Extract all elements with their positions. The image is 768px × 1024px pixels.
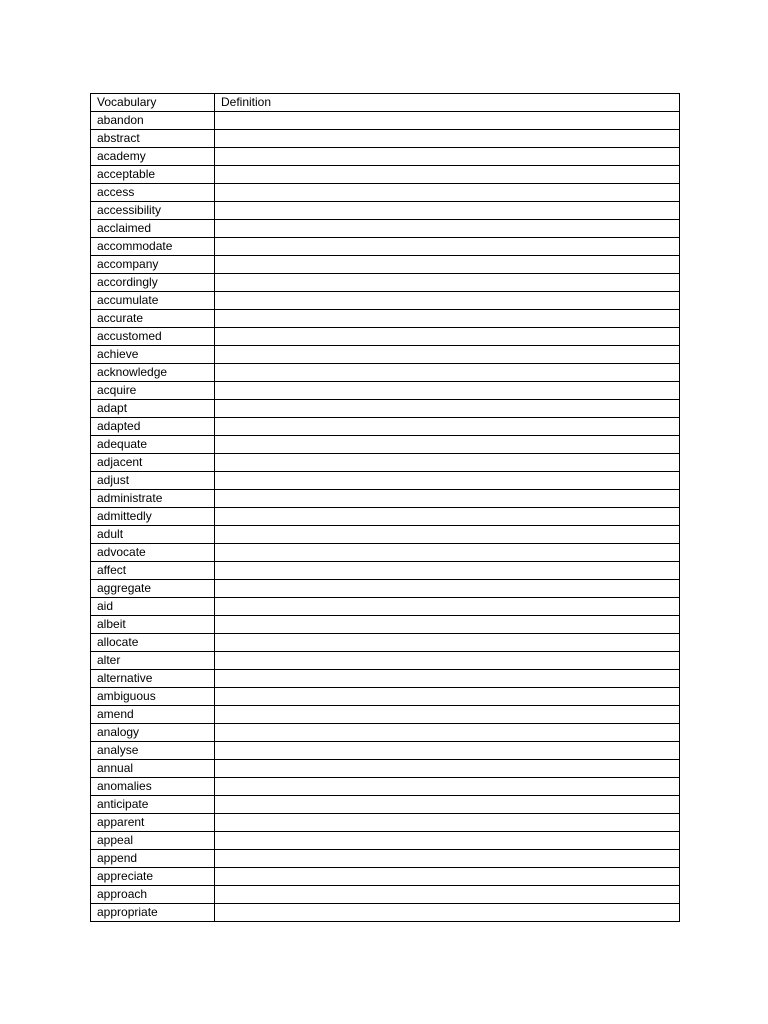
vocabulary-table: [90, 93, 680, 922]
table-row: [91, 328, 680, 346]
definition-cell: [215, 274, 680, 292]
definition-cell: [215, 238, 680, 256]
vocabulary-word-cell: albeit: [91, 616, 215, 634]
table-row: [91, 670, 680, 688]
vocabulary-word-cell: adjacent: [91, 454, 215, 472]
vocabulary-word-cell: admittedly: [91, 508, 215, 526]
table-row: [91, 454, 680, 472]
definition-cell: [215, 562, 680, 580]
table-row: [91, 544, 680, 562]
vocabulary-word-cell: analyse: [91, 742, 215, 760]
vocabulary-word-cell: annual: [91, 760, 215, 778]
table-row: [91, 148, 680, 166]
vocabulary-word-cell: aid: [91, 598, 215, 616]
vocabulary-word-cell: affect: [91, 562, 215, 580]
table-row: [91, 706, 680, 724]
definition-cell: [215, 580, 680, 598]
table-row: [91, 508, 680, 526]
table-row: [91, 886, 680, 904]
definition-cell: [215, 868, 680, 886]
definition-cell: [215, 454, 680, 472]
definition-cell: [215, 832, 680, 850]
vocabulary-word-cell: anomalies: [91, 778, 215, 796]
definition-cell: [215, 850, 680, 868]
definition-cell: [215, 310, 680, 328]
definition-cell: [215, 760, 680, 778]
table-row: [91, 634, 680, 652]
table-row: [91, 814, 680, 832]
definition-cell: [215, 490, 680, 508]
definition-cell: [215, 652, 680, 670]
definition-cell: [215, 220, 680, 238]
definition-cell: [215, 634, 680, 652]
definition-cell: [215, 616, 680, 634]
vocabulary-word-cell: adult: [91, 526, 215, 544]
vocabulary-word-cell: append: [91, 850, 215, 868]
table-row: [91, 652, 680, 670]
definition-cell: [215, 904, 680, 922]
vocabulary-word-cell: alter: [91, 652, 215, 670]
vocabulary-word-cell: achieve: [91, 346, 215, 364]
definition-cell: [215, 508, 680, 526]
definition-cell: [215, 364, 680, 382]
definition-cell: [215, 436, 680, 454]
vocabulary-word-cell: aggregate: [91, 580, 215, 598]
table-row: [91, 724, 680, 742]
vocabulary-column-header: Vocabulary: [91, 94, 215, 112]
definition-cell: [215, 148, 680, 166]
vocabulary-word-cell: apparent: [91, 814, 215, 832]
table-row: [91, 778, 680, 796]
definition-cell: [215, 400, 680, 418]
definition-cell: [215, 778, 680, 796]
vocabulary-word-cell: appreciate: [91, 868, 215, 886]
table-row: [91, 688, 680, 706]
vocabulary-word-cell: accurate: [91, 310, 215, 328]
table-row: [91, 616, 680, 634]
vocabulary-word-cell: access: [91, 184, 215, 202]
table-row: [91, 400, 680, 418]
table-row: [91, 436, 680, 454]
vocabulary-table-body: [91, 112, 680, 922]
table-row: [91, 382, 680, 400]
definition-cell: [215, 130, 680, 148]
definition-cell: [215, 346, 680, 364]
definition-cell: [215, 382, 680, 400]
table-row: [91, 490, 680, 508]
table-row: [91, 760, 680, 778]
vocabulary-word-cell: adapted: [91, 418, 215, 436]
table-row: [91, 166, 680, 184]
definition-cell: [215, 418, 680, 436]
vocabulary-word-cell: anticipate: [91, 796, 215, 814]
table-row: [91, 850, 680, 868]
vocabulary-word-cell: administrate: [91, 490, 215, 508]
definition-cell: [215, 724, 680, 742]
table-row: [91, 598, 680, 616]
table-row: [91, 346, 680, 364]
definition-cell: [215, 544, 680, 562]
vocabulary-word-cell: ambiguous: [91, 688, 215, 706]
vocabulary-word-cell: allocate: [91, 634, 215, 652]
definition-cell: [215, 112, 680, 130]
vocabulary-word-cell: accessibility: [91, 202, 215, 220]
vocabulary-word-cell: advocate: [91, 544, 215, 562]
definition-cell: [215, 886, 680, 904]
definition-cell: [215, 256, 680, 274]
vocabulary-word-cell: abstract: [91, 130, 215, 148]
table-row: [91, 364, 680, 382]
table-row: [91, 310, 680, 328]
definition-cell: [215, 166, 680, 184]
vocabulary-word-cell: acquire: [91, 382, 215, 400]
table-row: [91, 184, 680, 202]
table-row: [91, 202, 680, 220]
definition-cell: [215, 202, 680, 220]
table-row: [91, 472, 680, 490]
vocabulary-word-cell: adapt: [91, 400, 215, 418]
table-row: [91, 562, 680, 580]
vocabulary-word-cell: analogy: [91, 724, 215, 742]
vocabulary-word-cell: acceptable: [91, 166, 215, 184]
definition-cell: [215, 292, 680, 310]
definition-cell: [215, 328, 680, 346]
table-row: [91, 220, 680, 238]
definition-cell: [215, 742, 680, 760]
table-row: [91, 112, 680, 130]
vocabulary-word-cell: accordingly: [91, 274, 215, 292]
definition-cell: [215, 184, 680, 202]
table-row: [91, 256, 680, 274]
table-row: [91, 238, 680, 256]
table-row: [91, 832, 680, 850]
vocabulary-word-cell: accumulate: [91, 292, 215, 310]
vocabulary-word-cell: accustomed: [91, 328, 215, 346]
table-header-row: [91, 94, 680, 112]
definition-cell: [215, 814, 680, 832]
table-row: [91, 418, 680, 436]
vocabulary-word-cell: appropriate: [91, 904, 215, 922]
vocabulary-word-cell: acclaimed: [91, 220, 215, 238]
vocabulary-word-cell: accommodate: [91, 238, 215, 256]
vocabulary-word-cell: amend: [91, 706, 215, 724]
definition-cell: [215, 526, 680, 544]
vocabulary-word-cell: acknowledge: [91, 364, 215, 382]
vocabulary-word-cell: abandon: [91, 112, 215, 130]
vocabulary-word-cell: adequate: [91, 436, 215, 454]
definition-cell: [215, 472, 680, 490]
vocabulary-word-cell: accompany: [91, 256, 215, 274]
table-row: [91, 904, 680, 922]
table-row: [91, 580, 680, 598]
definition-cell: [215, 796, 680, 814]
table-row: [91, 130, 680, 148]
table-row: [91, 796, 680, 814]
table-row: [91, 868, 680, 886]
table-row: [91, 274, 680, 292]
vocabulary-word-cell: alternative: [91, 670, 215, 688]
definition-cell: [215, 706, 680, 724]
definition-column-header: Definition: [215, 94, 680, 112]
table-row: [91, 292, 680, 310]
vocabulary-word-cell: adjust: [91, 472, 215, 490]
vocabulary-word-cell: appeal: [91, 832, 215, 850]
table-row: [91, 526, 680, 544]
definition-cell: [215, 688, 680, 706]
vocabulary-word-cell: approach: [91, 886, 215, 904]
definition-cell: [215, 670, 680, 688]
definition-cell: [215, 598, 680, 616]
table-row: [91, 742, 680, 760]
vocabulary-word-cell: academy: [91, 148, 215, 166]
